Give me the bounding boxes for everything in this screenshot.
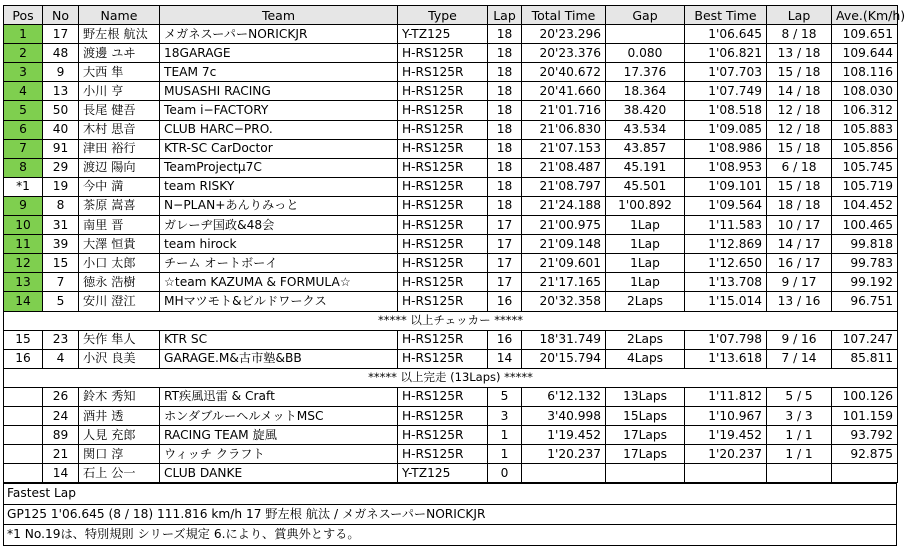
cell-gap: 17.376: [606, 63, 685, 82]
cell-team: team RISKY: [160, 177, 398, 196]
cell-name: 人見 充郎: [79, 426, 160, 445]
cell-gap: 2Laps: [606, 292, 685, 311]
cell-gap: 45.191: [606, 158, 685, 177]
col-header-no: No: [43, 6, 79, 25]
cell-best-time: 1'08.518: [685, 101, 767, 120]
cell-best-time: 1'19.452: [685, 426, 767, 445]
cell-type: H-RS125R: [398, 445, 488, 464]
cell-team: RACING TEAM 旋風: [160, 426, 398, 445]
cell-average-speed: 105.856: [832, 139, 898, 158]
cell-pos: [4, 426, 43, 445]
cell-lap: 18: [488, 177, 522, 196]
cell-team: Team i−FACTORY: [160, 101, 398, 120]
cell-name: 安川 澄江: [79, 292, 160, 311]
cell-average-speed: 93.792: [832, 426, 898, 445]
cell-gap: [606, 25, 685, 44]
table-row: [4, 426, 898, 445]
cell-total-time: 21'08.487: [522, 158, 606, 177]
checker-separator: [4, 311, 898, 330]
cell-lap: 18: [488, 25, 522, 44]
cell-pos: 11: [4, 235, 43, 254]
cell-best-time: 1'10.967: [685, 406, 767, 425]
cell-best-time: 1'06.645: [685, 25, 767, 44]
cell-total-time: 21'09.601: [522, 254, 606, 273]
cell-no: 23: [43, 330, 79, 349]
cell-average-speed: 104.452: [832, 196, 898, 215]
cell-best-time: 1'07.703: [685, 63, 767, 82]
cell-no: 89: [43, 426, 79, 445]
footnote: *1 No.19は、特別規則 シリーズ規定 6.により、賞典外とする。: [4, 524, 896, 545]
cell-team: チーム オートボーイ: [160, 254, 398, 273]
cell-best-lap: 15 / 18: [767, 63, 832, 82]
classified-separator: [4, 368, 898, 387]
cell-total-time: 21'00.975: [522, 216, 606, 235]
cell-pos: 13: [4, 273, 43, 292]
cell-team: KTR SC: [160, 330, 398, 349]
cell-average-speed: 101.159: [832, 406, 898, 425]
cell-type: H-RS125R: [398, 158, 488, 177]
cell-pos: 9: [4, 196, 43, 215]
cell-no: 4: [43, 349, 79, 368]
cell-team: team hirock: [160, 235, 398, 254]
table-row: [4, 196, 898, 215]
cell-total-time: 20'23.296: [522, 25, 606, 44]
table-row: [4, 349, 898, 368]
cell-name: 木村 思音: [79, 120, 160, 139]
table-row: [4, 445, 898, 464]
col-header-best-time: Best Time: [685, 6, 767, 25]
cell-lap: 18: [488, 44, 522, 63]
cell-pos: 6: [4, 120, 43, 139]
cell-average-speed: 105.719: [832, 177, 898, 196]
cell-team: CLUB HARC−PRO.: [160, 120, 398, 139]
cell-name: 渡辺 陽向: [79, 158, 160, 177]
cell-pos: [4, 464, 43, 483]
col-header-team: Team: [160, 6, 398, 25]
cell-best-lap: 9 / 17: [767, 273, 832, 292]
cell-best-time: 1'06.821: [685, 44, 767, 63]
cell-name: 茶原 嵩喜: [79, 196, 160, 215]
cell-type: H-RS125R: [398, 349, 488, 368]
cell-type: H-RS125R: [398, 406, 488, 425]
table-row: [4, 387, 898, 406]
cell-type: H-RS125R: [398, 254, 488, 273]
cell-lap: 18: [488, 158, 522, 177]
cell-type: Y-TZ125: [398, 464, 488, 483]
cell-pos: 3: [4, 63, 43, 82]
cell-no: 14: [43, 464, 79, 483]
cell-best-lap: 3 / 3: [767, 406, 832, 425]
cell-type: H-RS125R: [398, 216, 488, 235]
table-row: [4, 120, 898, 139]
cell-best-time: 1'13.708: [685, 273, 767, 292]
table-row: [4, 139, 898, 158]
cell-gap: 1Lap: [606, 273, 685, 292]
cell-pos: 7: [4, 139, 43, 158]
cell-best-lap: 18 / 18: [767, 196, 832, 215]
cell-best-lap: 16 / 17: [767, 254, 832, 273]
classified-separator-label: ***** 以上完走 (13Laps) *****: [4, 368, 898, 387]
cell-team: KTR-SC CarDoctor: [160, 139, 398, 158]
cell-average-speed: 99.783: [832, 254, 898, 273]
cell-lap: 3: [488, 406, 522, 425]
cell-pos: [4, 445, 43, 464]
cell-gap: 17Laps: [606, 426, 685, 445]
cell-best-time: [685, 464, 767, 483]
cell-team: TeamProjectμ7C: [160, 158, 398, 177]
table-row: [4, 254, 898, 273]
cell-average-speed: 100.465: [832, 216, 898, 235]
cell-name: 渡邊 ユヰ: [79, 44, 160, 63]
cell-total-time: 1'19.452: [522, 426, 606, 445]
cell-average-speed: 106.312: [832, 101, 898, 120]
cell-best-time: 1'15.014: [685, 292, 767, 311]
cell-total-time: 18'31.749: [522, 330, 606, 349]
cell-pos: [4, 387, 43, 406]
cell-best-time: 1'13.618: [685, 349, 767, 368]
cell-lap: 17: [488, 235, 522, 254]
table-row: [4, 464, 898, 483]
cell-pos: 14: [4, 292, 43, 311]
cell-no: 31: [43, 216, 79, 235]
cell-total-time: 1'20.237: [522, 445, 606, 464]
cell-average-speed: 105.745: [832, 158, 898, 177]
cell-no: 8: [43, 196, 79, 215]
table-row: [4, 158, 898, 177]
cell-best-lap: 8 / 18: [767, 25, 832, 44]
cell-best-time: 1'11.812: [685, 387, 767, 406]
cell-name: 長尾 健吾: [79, 101, 160, 120]
cell-name: 津田 裕行: [79, 139, 160, 158]
cell-total-time: 21'17.165: [522, 273, 606, 292]
cell-name: 矢作 隼人: [79, 330, 160, 349]
cell-team: RT疾風迅雷 & Craft: [160, 387, 398, 406]
cell-team: 18GARAGE: [160, 44, 398, 63]
cell-type: H-RS125R: [398, 273, 488, 292]
cell-no: 17: [43, 25, 79, 44]
cell-no: 26: [43, 387, 79, 406]
cell-type: H-RS125R: [398, 292, 488, 311]
cell-total-time: [522, 464, 606, 483]
cell-total-time: 21'07.153: [522, 139, 606, 158]
col-header-name: Name: [79, 6, 160, 25]
col-header-pos: Pos: [4, 6, 43, 25]
cell-type: H-RS125R: [398, 426, 488, 445]
cell-team: ☆team KAZUMA & FORMULA☆: [160, 273, 398, 292]
cell-best-lap: 5 / 5: [767, 387, 832, 406]
cell-name: 酒井 透: [79, 406, 160, 425]
cell-best-lap: 12 / 18: [767, 101, 832, 120]
cell-type: H-RS125R: [398, 63, 488, 82]
cell-no: 24: [43, 406, 79, 425]
cell-total-time: 20'15.794: [522, 349, 606, 368]
cell-type: H-RS125R: [398, 387, 488, 406]
cell-gap: 18.364: [606, 82, 685, 101]
cell-name: 徳永 浩樹: [79, 273, 160, 292]
cell-pos: 2: [4, 44, 43, 63]
cell-average-speed: 85.811: [832, 349, 898, 368]
cell-no: 9: [43, 63, 79, 82]
cell-no: 5: [43, 292, 79, 311]
cell-no: 13: [43, 82, 79, 101]
cell-team: GARAGE.M&古市塾&BB: [160, 349, 398, 368]
cell-lap: 18: [488, 139, 522, 158]
cell-lap: 18: [488, 82, 522, 101]
cell-total-time: 20'32.358: [522, 292, 606, 311]
cell-pos: *1: [4, 177, 43, 196]
table-row: [4, 216, 898, 235]
cell-gap: 38.420: [606, 101, 685, 120]
cell-pos: 12: [4, 254, 43, 273]
cell-name: 小沢 良美: [79, 349, 160, 368]
cell-best-time: 1'07.749: [685, 82, 767, 101]
cell-best-time: 1'12.869: [685, 235, 767, 254]
cell-best-lap: 1 / 1: [767, 445, 832, 464]
cell-gap: 13Laps: [606, 387, 685, 406]
cell-average-speed: 99.818: [832, 235, 898, 254]
cell-average-speed: 92.875: [832, 445, 898, 464]
cell-average-speed: 100.126: [832, 387, 898, 406]
cell-pos: [4, 406, 43, 425]
header-row: [4, 6, 898, 25]
cell-gap: 43.534: [606, 120, 685, 139]
cell-team: ガレーヂ国政&48会: [160, 216, 398, 235]
table-row: [4, 25, 898, 44]
cell-pos: 16: [4, 349, 43, 368]
cell-no: 39: [43, 235, 79, 254]
cell-average-speed: 96.751: [832, 292, 898, 311]
cell-best-time: 1'12.650: [685, 254, 767, 273]
cell-pos: 5: [4, 101, 43, 120]
cell-average-speed: 99.192: [832, 273, 898, 292]
fastest-lap-text: GP125 1'06.645 (8 / 18) 111.816 km/h 17 野左根 航汰 / メガネスーパーNORICKJR: [4, 504, 896, 525]
cell-type: H-RS125R: [398, 139, 488, 158]
cell-lap: 5: [488, 387, 522, 406]
cell-best-lap: 9 / 16: [767, 330, 832, 349]
col-header-average-speed: Ave.(Km/h): [832, 6, 898, 25]
cell-name: 関口 淳: [79, 445, 160, 464]
cell-team: N−PLAN+あんりみっと: [160, 196, 398, 215]
cell-lap: 18: [488, 196, 522, 215]
cell-best-lap: 15 / 18: [767, 139, 832, 158]
cell-best-time: 1'08.986: [685, 139, 767, 158]
cell-lap: 18: [488, 101, 522, 120]
cell-lap: 18: [488, 63, 522, 82]
table-row: [4, 82, 898, 101]
cell-type: H-RS125R: [398, 82, 488, 101]
cell-best-lap: 13 / 18: [767, 44, 832, 63]
cell-name: 大西 隼: [79, 63, 160, 82]
cell-average-speed: [832, 464, 898, 483]
checker-separator-label: ***** 以上チェッカー *****: [4, 311, 898, 330]
cell-name: 今中 満: [79, 177, 160, 196]
cell-gap: 15Laps: [606, 406, 685, 425]
cell-best-time: 1'20.237: [685, 445, 767, 464]
table-row: [4, 44, 898, 63]
cell-best-lap: 7 / 14: [767, 349, 832, 368]
cell-type: H-RS125R: [398, 196, 488, 215]
cell-best-time: 1'09.085: [685, 120, 767, 139]
cell-gap: 1'00.892: [606, 196, 685, 215]
cell-name: 石上 公一: [79, 464, 160, 483]
cell-pos: 1: [4, 25, 43, 44]
cell-total-time: 20'23.376: [522, 44, 606, 63]
cell-average-speed: 108.116: [832, 63, 898, 82]
cell-pos: 10: [4, 216, 43, 235]
cell-average-speed: 108.030: [832, 82, 898, 101]
cell-gap: 2Laps: [606, 330, 685, 349]
cell-gap: 0.080: [606, 44, 685, 63]
cell-lap: 1: [488, 426, 522, 445]
cell-lap: 16: [488, 292, 522, 311]
cell-lap: 17: [488, 273, 522, 292]
cell-type: H-RS125R: [398, 101, 488, 120]
table-row: [4, 292, 898, 311]
table-row: [4, 101, 898, 120]
cell-team: TEAM 7c: [160, 63, 398, 82]
cell-lap: 16: [488, 330, 522, 349]
cell-gap: 43.857: [606, 139, 685, 158]
cell-total-time: 21'08.797: [522, 177, 606, 196]
results-table: [3, 5, 905, 483]
cell-total-time: 21'09.148: [522, 235, 606, 254]
results-body: [4, 25, 898, 483]
cell-type: H-RS125R: [398, 235, 488, 254]
cell-best-lap: 6 / 18: [767, 158, 832, 177]
cell-best-time: 1'07.798: [685, 330, 767, 349]
col-header-best-lap: Lap: [767, 6, 832, 25]
cell-gap: 17Laps: [606, 445, 685, 464]
cell-name: 鈴木 秀知: [79, 387, 160, 406]
cell-gap: 1Lap: [606, 254, 685, 273]
cell-no: 48: [43, 44, 79, 63]
cell-pos: 15: [4, 330, 43, 349]
cell-team: ウィッチ クラフト: [160, 445, 398, 464]
table-row: [4, 177, 898, 196]
cell-no: 29: [43, 158, 79, 177]
cell-name: 南里 晋: [79, 216, 160, 235]
cell-lap: 17: [488, 216, 522, 235]
cell-best-time: 1'11.583: [685, 216, 767, 235]
cell-team: CLUB DANKE: [160, 464, 398, 483]
table-row: [4, 406, 898, 425]
cell-gap: 1Lap: [606, 235, 685, 254]
table-row: [4, 273, 898, 292]
cell-pos: 8: [4, 158, 43, 177]
cell-no: 50: [43, 101, 79, 120]
cell-lap: 18: [488, 120, 522, 139]
cell-team: MUSASHI RACING: [160, 82, 398, 101]
table-row: [4, 63, 898, 82]
cell-no: 19: [43, 177, 79, 196]
cell-best-time: 1'09.564: [685, 196, 767, 215]
cell-best-lap: 1 / 1: [767, 426, 832, 445]
results-sheet: [3, 5, 905, 546]
cell-best-lap: 14 / 17: [767, 235, 832, 254]
cell-best-lap: 13 / 16: [767, 292, 832, 311]
cell-best-time: 1'08.953: [685, 158, 767, 177]
cell-average-speed: 109.644: [832, 44, 898, 63]
results-footer: [3, 483, 897, 546]
cell-gap: 1Lap: [606, 216, 685, 235]
cell-team: メガネスーパーNORICKJR: [160, 25, 398, 44]
cell-best-lap: [767, 464, 832, 483]
cell-name: 野左根 航汰: [79, 25, 160, 44]
table-row: [4, 235, 898, 254]
cell-average-speed: 105.883: [832, 120, 898, 139]
cell-best-lap: 14 / 18: [767, 82, 832, 101]
col-header-type: Type: [398, 6, 488, 25]
cell-pos: 4: [4, 82, 43, 101]
cell-lap: 1: [488, 445, 522, 464]
cell-name: 小川 亨: [79, 82, 160, 101]
col-header-gap: Gap: [606, 6, 685, 25]
cell-best-lap: 10 / 17: [767, 216, 832, 235]
cell-total-time: 3'40.998: [522, 406, 606, 425]
cell-no: 91: [43, 139, 79, 158]
cell-total-time: 21'06.830: [522, 120, 606, 139]
cell-lap: 0: [488, 464, 522, 483]
cell-team: ホンダブルーヘルメットMSC: [160, 406, 398, 425]
cell-best-time: 1'09.101: [685, 177, 767, 196]
table-row: [4, 330, 898, 349]
cell-total-time: 20'40.672: [522, 63, 606, 82]
cell-gap: [606, 464, 685, 483]
cell-lap: 17: [488, 254, 522, 273]
cell-name: 大澤 恒貴: [79, 235, 160, 254]
cell-name: 小口 太郎: [79, 254, 160, 273]
cell-average-speed: 107.247: [832, 330, 898, 349]
fastest-lap-label: Fastest Lap: [4, 483, 896, 504]
cell-type: Y-TZ125: [398, 25, 488, 44]
cell-no: 40: [43, 120, 79, 139]
cell-total-time: 6'12.132: [522, 387, 606, 406]
cell-total-time: 21'01.716: [522, 101, 606, 120]
cell-type: H-RS125R: [398, 120, 488, 139]
cell-no: 7: [43, 273, 79, 292]
cell-type: H-RS125R: [398, 44, 488, 63]
cell-type: H-RS125R: [398, 330, 488, 349]
cell-best-lap: 12 / 18: [767, 120, 832, 139]
cell-total-time: 21'24.188: [522, 196, 606, 215]
cell-gap: 45.501: [606, 177, 685, 196]
cell-no: 15: [43, 254, 79, 273]
cell-lap: 14: [488, 349, 522, 368]
cell-average-speed: 109.651: [832, 25, 898, 44]
cell-type: H-RS125R: [398, 177, 488, 196]
cell-no: 21: [43, 445, 79, 464]
col-header-lap: Lap: [488, 6, 522, 25]
cell-gap: 4Laps: [606, 349, 685, 368]
cell-team: MHマツモト&ビルドワークス: [160, 292, 398, 311]
cell-total-time: 20'41.660: [522, 82, 606, 101]
cell-best-lap: 15 / 18: [767, 177, 832, 196]
col-header-total-time: Total Time: [522, 6, 606, 25]
